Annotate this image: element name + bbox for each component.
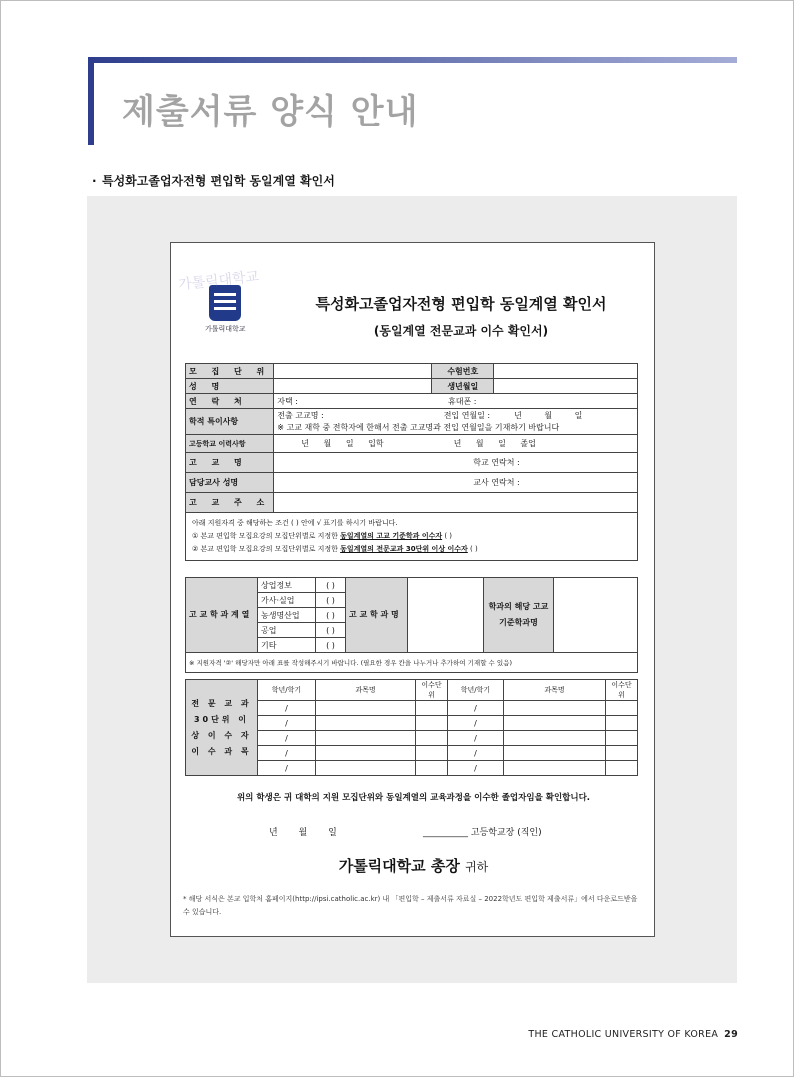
label-std-dept: 학과의 해당 고교기준학과명 xyxy=(484,578,554,653)
course-cell[interactable]: / xyxy=(448,731,504,746)
course-cell[interactable] xyxy=(316,716,416,731)
field-history[interactable] xyxy=(274,435,638,453)
condition-1-underline: 동일계열의 고교 기준학과 이수자 xyxy=(340,532,443,540)
course-cell[interactable] xyxy=(504,716,606,731)
form-document xyxy=(170,242,655,937)
col-course: 과목명 xyxy=(316,680,416,701)
series-check[interactable]: ( ) xyxy=(316,623,346,638)
series-item: 농생명산업 xyxy=(258,608,316,623)
label-series: 고 교 학 과 계 열 xyxy=(186,578,258,653)
condition-2-underline: 동일계열의 전문교과 30단위 이상 이수자 xyxy=(340,545,468,553)
condition-1-text: ① 본교 편입학 모집요강의 모집단위별로 지정한 xyxy=(192,532,338,540)
condition-2-check: ( ) xyxy=(470,545,478,553)
label-teacher: 담당교사 성명 xyxy=(186,473,274,493)
course-cell[interactable] xyxy=(504,731,606,746)
header-side-bar xyxy=(88,57,94,145)
applicant-info-table xyxy=(185,363,638,561)
col-course: 과목명 xyxy=(504,680,606,701)
courses-table xyxy=(185,679,638,776)
field-std-dept[interactable] xyxy=(554,578,638,653)
label-exam-no: 수험번호 xyxy=(432,364,494,379)
course-cell[interactable] xyxy=(316,701,416,716)
label-school: 고 교 명 xyxy=(186,453,274,473)
course-cell[interactable]: / xyxy=(258,761,316,776)
col-grade: 학년/학기 xyxy=(448,680,504,701)
bullet-icon: · xyxy=(92,174,97,188)
document-subtitle: (동일계열 전문교과 이수 확인서) xyxy=(373,324,549,338)
home-phone-label: 자택 : xyxy=(277,396,298,406)
footnote: * 해당 서식은 본교 입학처 홈페이지(http://ipsi.catholic.ac.kr) 내 「편입학 – 제출서류 자료실 – 2022학년도 편입학 제출서류」에서 다운로드받을 수 있습니다. xyxy=(183,895,638,916)
col-unit: 이수단위 xyxy=(416,680,448,701)
course-cell[interactable]: / xyxy=(448,761,504,776)
course-cell[interactable] xyxy=(606,731,638,746)
course-cell[interactable] xyxy=(416,746,448,761)
course-cell[interactable]: / xyxy=(258,716,316,731)
date-text: 년 월 일 xyxy=(269,828,337,838)
header-bar xyxy=(88,57,737,63)
field-contact[interactable] xyxy=(274,394,638,409)
course-cell[interactable]: / xyxy=(258,701,316,716)
condition-2-text: ② 본교 편입학 모집요강의 모집단위별로 지정한 xyxy=(192,545,338,553)
principal-signature: __________ 고등학교장 (직인) xyxy=(423,828,542,838)
course-cell[interactable]: / xyxy=(448,746,504,761)
field-birth[interactable] xyxy=(494,379,638,394)
academic-note: ※ 고교 재학 중 전학자에 한해서 전출 고교명과 전입 연월일을 기재하기 바랍니다 xyxy=(277,422,560,432)
course-cell[interactable] xyxy=(416,701,448,716)
teacher-tel-label: 교사 연락처 : xyxy=(473,478,520,487)
label-academic: 학적 특이사항 xyxy=(186,409,274,435)
field-academic[interactable] xyxy=(274,409,638,435)
course-cell[interactable] xyxy=(504,761,606,776)
field-dept[interactable] xyxy=(408,578,484,653)
course-cell[interactable] xyxy=(606,761,638,776)
field-exam-no[interactable] xyxy=(494,364,638,379)
courses-note: ※ 지원자격 '②' 해당자만 아래 표를 작성해주시기 바랍니다. (필요한 경우 칸을 나누거나 추가하여 기재할 수 있음) xyxy=(186,653,638,673)
course-cell[interactable]: / xyxy=(448,701,504,716)
president-title: 가톨릭대학교 총장 xyxy=(338,857,460,875)
document-title: 특성화고졸업자전형 편입학 동일계열 확인서 xyxy=(315,295,607,313)
transfer-date-ymd: 년 월 일 xyxy=(514,410,583,420)
label-courses: 전 문 교 과 30단위 이상 이 수 자 이 수 과 목 xyxy=(186,680,258,776)
page-number: 29 xyxy=(724,1029,738,1040)
confirmation-text: 위의 학생은 귀 대학의 지원 모집단위와 동일계열의 교육과정을 이수한 졸업자임을 확인합니다. xyxy=(236,793,591,803)
series-check[interactable]: ( ) xyxy=(316,608,346,623)
section-heading xyxy=(92,172,335,189)
field-address[interactable] xyxy=(274,493,638,513)
field-teacher[interactable] xyxy=(274,473,638,493)
col-grade: 학년/학기 xyxy=(258,680,316,701)
condition-2[interactable] xyxy=(192,543,631,556)
condition-intro: 아래 지원자격 중 해당하는 조건 ( ) 안에 √ 표기를 하시기 바랍니다. xyxy=(192,519,398,527)
series-check[interactable]: ( ) xyxy=(316,638,346,653)
president-suffix: 귀하 xyxy=(465,860,489,874)
condition-1-check: ( ) xyxy=(444,532,453,540)
mobile-label: 휴대폰 : xyxy=(447,396,477,406)
field-unit[interactable] xyxy=(274,364,432,379)
series-item: 상업정보 xyxy=(258,578,316,593)
course-cell[interactable] xyxy=(606,716,638,731)
label-dept: 고 교 학 과 명 xyxy=(346,578,408,653)
series-item: 기타 xyxy=(258,638,316,653)
university-logo xyxy=(205,285,245,335)
col-unit: 이수단위 xyxy=(606,680,638,701)
course-cell[interactable] xyxy=(504,701,606,716)
transfer-date-label: 전입 연월일 : xyxy=(443,410,491,420)
course-cell[interactable] xyxy=(606,746,638,761)
course-cell[interactable] xyxy=(316,731,416,746)
section-title: 특성화고졸업자전형 편입학 동일계열 확인서 xyxy=(102,174,335,188)
course-cell[interactable]: / xyxy=(258,731,316,746)
footer-university: THE CATHOLIC UNIVERSITY OF KOREA xyxy=(528,1029,719,1040)
course-cell[interactable] xyxy=(316,746,416,761)
condition-1[interactable] xyxy=(192,530,631,543)
series-table xyxy=(185,577,638,673)
series-check[interactable]: ( ) xyxy=(316,578,346,593)
page-title: 제출서류 양식 안내 xyxy=(122,92,419,132)
condition-box xyxy=(186,513,638,561)
course-cell[interactable] xyxy=(416,731,448,746)
label-name: 성 명 xyxy=(186,379,274,394)
field-name[interactable] xyxy=(274,379,432,394)
label-contact: 연 락 처 xyxy=(186,394,274,409)
field-school[interactable] xyxy=(274,453,638,473)
president-line xyxy=(171,855,656,876)
transfer-from-label: 전출 고교명 : xyxy=(277,410,324,420)
label-address: 고 교 주 소 xyxy=(186,493,274,513)
page-footer xyxy=(528,1029,738,1040)
grad-date: 년 월 일 졸업 xyxy=(453,439,536,448)
course-cell[interactable]: / xyxy=(448,716,504,731)
watermark: 가톨릭대학교 xyxy=(177,268,260,294)
enter-date: 년 월 일 입학 xyxy=(301,439,384,448)
school-tel-label: 학교 연락처 : xyxy=(473,458,520,467)
series-item: 가사·실업 xyxy=(258,593,316,608)
series-check[interactable]: ( ) xyxy=(316,593,346,608)
course-cell[interactable] xyxy=(316,761,416,776)
series-item: 공업 xyxy=(258,623,316,638)
course-cell[interactable]: / xyxy=(258,746,316,761)
course-cell[interactable] xyxy=(606,701,638,716)
course-cell[interactable] xyxy=(504,746,606,761)
course-cell[interactable] xyxy=(416,761,448,776)
label-birth: 생년월일 xyxy=(432,379,494,394)
course-cell[interactable] xyxy=(416,716,448,731)
label-unit: 모 집 단 위 xyxy=(186,364,274,379)
label-history: 고등학교 이력사항 xyxy=(186,435,274,453)
logo-caption: 가톨릭대학교 xyxy=(205,325,246,333)
